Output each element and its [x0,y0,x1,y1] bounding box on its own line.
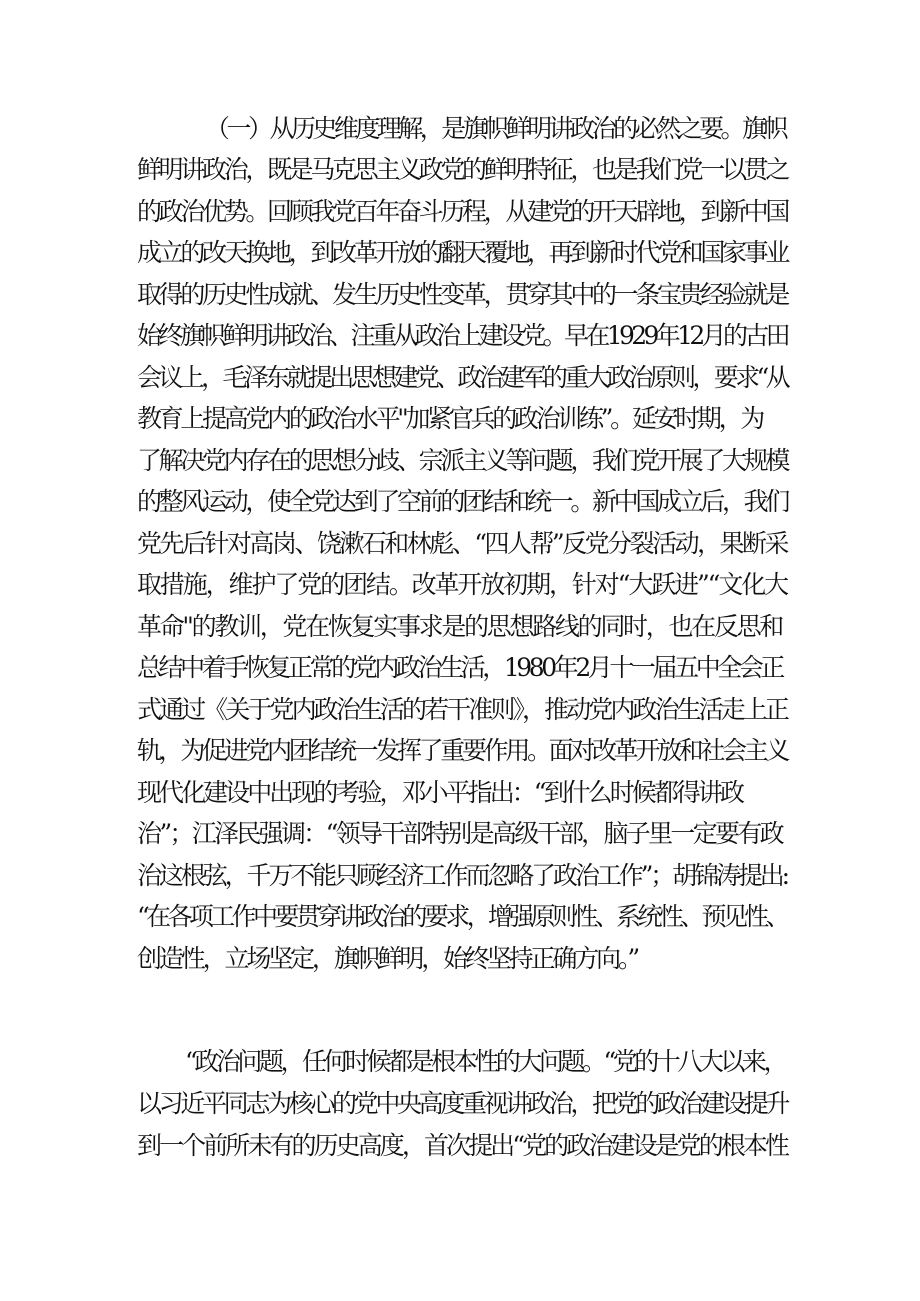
text-line: 以习近平同志为核心的党中央高度重视讲政治，把党的政治建设提升 [137,1089,787,1118]
text-line: 了解决党内存在的思想分歧、宗派主义等问题，我们党开展了大规模 [137,446,787,475]
text-line: 鲜明讲政治，既是马克思主义政党的鲜明特征，也是我们党一以贯之 [137,155,787,184]
text-line: 的整风运动，使全党达到了空前的团结和统一。新中国成立后，我们 [137,487,787,516]
text-line: 轨，为促进党内团结统一发挥了重要作用。面对改革开放和社会主义 [137,736,787,765]
text-line: “在各项工作中要贯穿讲政治的要求，增强原则性、系统性、预见性、 [137,902,787,931]
text-line: 教育上提高党内的政治水平"加紧官兵的政治训练”。延安时期，为 [137,404,762,433]
text-line: 取得的历史性成就、发生历史性变革，贯穿其中的一条宝贵经验就是 [137,280,787,309]
text-line: 革命''的教训，党在恢复实事求是的思想路线的同时，也在反思和 [137,612,782,641]
text-line: 治”；江泽民强调：“领导干部特别是高级干部，脑子里一定要有政 [137,819,782,848]
text-line: 始终旗帜鲜明讲政治、注重从政治上建设党。早在1929年12月的古田 [137,321,787,350]
text-line: 治这根弦，千万不能只顾经济工作而忽略了政治工作”；胡锦涛提出: [137,861,787,890]
text-line: “政治问题，任何时候都是根本性的大问题。“党的十八大以来， [185,1047,785,1076]
text-line: 式通过《关于党内政治生活的若干准则》，推动党内政治生活走上正 [137,695,787,724]
text-line: 到一个前所未有的历史高度，首次提出“党的政治建设是党的根本性 [137,1131,787,1160]
text-line: （一）从历史维度理解，是旗帜鲜明讲政治的必然之要。旗帜 [205,114,785,143]
text-line: 总结中着手恢复正常的党内政治生活，1980年2月十一届五中全会正 [137,653,782,682]
text-line: 取措施，维护了党的团结。改革开放初期，针对“大跃进”“文化大 [137,570,787,599]
text-line: 党先后针对高岗、饶漱石和林彪、“四人帮”反党分裂活动，果断采 [137,529,787,558]
text-line: 创造性，立场坚定，旗帜鲜明，始终坚持正确方向。” [137,944,637,973]
text-line: 现代化建设中出现的考验，邓小平指出：“到什么时候都得讲政 [137,778,742,807]
text-line: 成立的改天换地，到改革开放的翻天覆地，再到新时代党和国家事业 [137,238,787,267]
text-line: 的政治优势。回顾我党百年奋斗历程，从建党的开天辟地，到新中国 [137,197,787,226]
text-line: 会议上，毛泽东就提出思想建党、政治建军的重大政治原则，要求“从 [137,363,787,392]
